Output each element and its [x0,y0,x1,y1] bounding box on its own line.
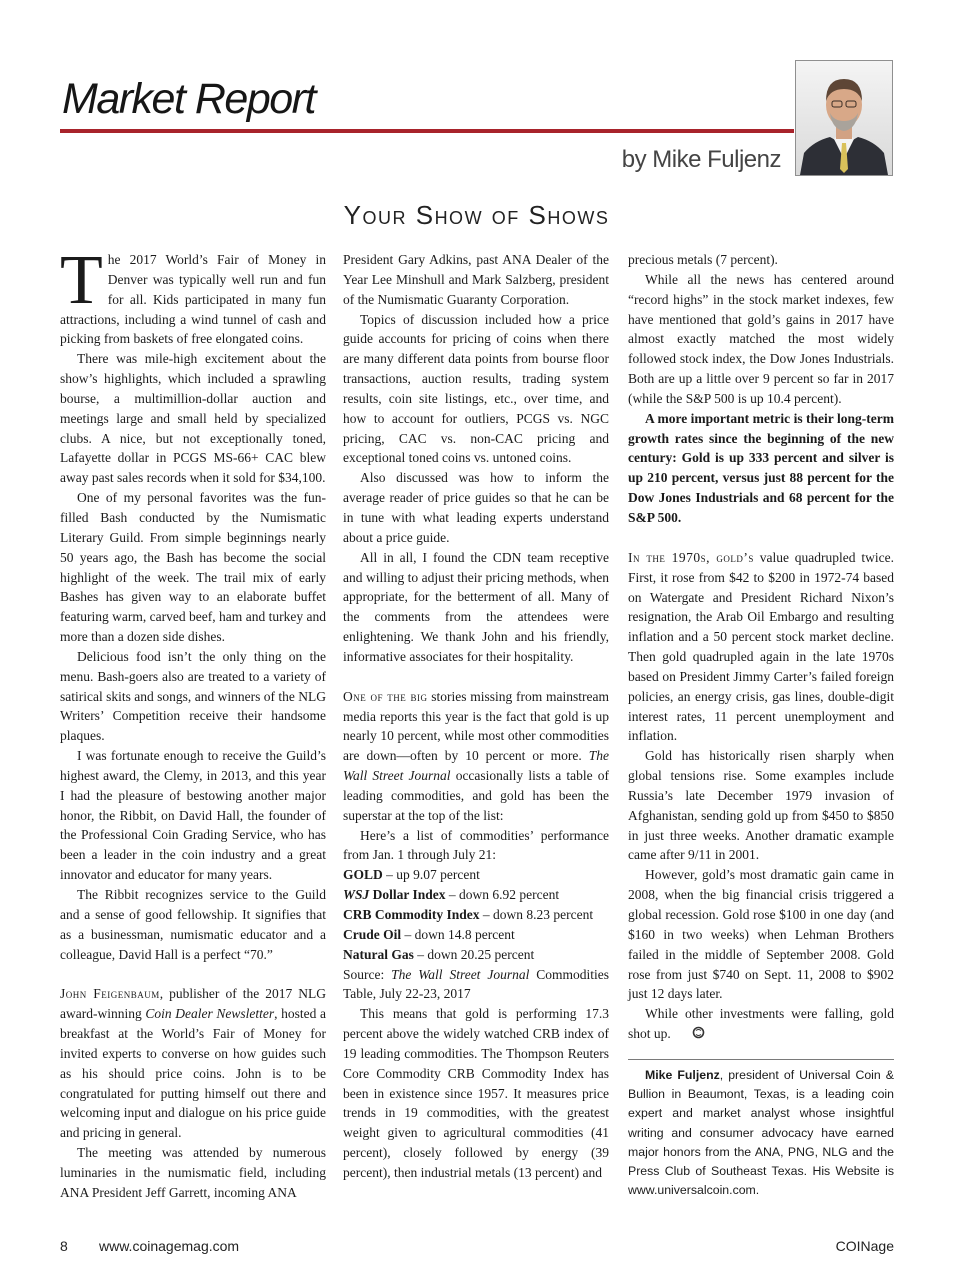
paragraph: While other investments were falling, gold shot up. [628,1004,894,1045]
author-byline: by Mike Fuljenz [621,146,781,173]
section-lead-in: John Feigenbaum [60,986,160,1002]
bio-author-name: Mike Fuljenz [645,1067,720,1082]
article-column-2 [343,250,609,1183]
paragraph: While all the news has centered around “record highs” in the stock market indexes, few have mentioned that gold’s gains in 2017 have almost exactly matched the most widely followed stock index, the Dow Jones Industrials. Both are up a little over 9 percent so far in 2017 (while the S&P 500 is up 10.4 percent). [628,271,894,406]
paragraph: This means that gold is performing 17.3 percent above the widely watched CRB index of 19 leading commodities. The Thompson Reuters Core Commodity CRB Commodity Index has been in existence since 1957. It measures price trends in 19 commodities, with the greatest weight given to agricultural commodities (41 percent), closely followed by energy (39 percent), then industrial metals (13 percent) and [343,1006,609,1180]
end-of-article-icon [675,1025,705,1045]
section-title: Market Report [62,75,315,123]
article-column-1 [60,242,326,1203]
paragraph: However, gold’s most dramatic gain came in 2008, when the big financial crisis triggered a global recession. Gold rose $100 in one day (and $160 in two weeks) when Lehman Brothers failed in the middle of September 2008. Gold rose from just $740 on Sept. 11, 2008 to $902 just 12 days later. [628,867,894,1002]
paragraph: John Feigenbaum, publisher of the 2017 NLG award-winning Coin Dealer Newsletter, hosted a breakfast at the World’s Fair of Money for invited experts to converse on how guides such as his should price coins. John is to be congratulated for putting himself out there and welcoming input and dialogue on his price guide and pricing in general. [60,986,326,1141]
paragraph: precious metals (7 percent). [628,252,778,267]
author-bio: Mike Fuljenz, president of Universal Coin & Bullion in Beaumont, Texas, is a leading coin expert and market analyst whose insightful writing and consumer advocacy have earned major honors from the ANA, PNG, NLG and the Press Club of Southeast Texas. His Website is www.universalcoin.com. [628,1067,895,1198]
paragraph: Here’s a list of commodities’ performance from Jan. 1 through July 21: [343,827,609,863]
commodity-list-item: Crude Oil – down 14.8 percent [343,926,515,942]
author-portrait-image [796,61,892,175]
paragraph: I was fortunate enough to receive the Guild’s highest award, the Clemy, in 2013, and this year I had the pleasure of bestowing another major honor, the Ribbit, on David Hall, the founder of the Professional Coin Grading Service, who has been a leader in the coin industry and a great innovator and educator for many years. [60,748,326,883]
commodity-list-item: GOLD – up 9.07 percent [343,867,480,883]
paragraph: The meeting was attended by numerous luminaries in the numismatic field, including ANA President Jeff Garrett, incoming ANA [60,1145,326,1200]
bio-divider [628,1059,894,1060]
commodity-list-item: CRB Commodity Index – down 8.23 percent [343,907,594,922]
paragraph: There was mile-high excitement about the show’s highlights, which included a sprawling bourse, a multimillion-dollar auction and meetings large and small held by specialized clubs. A nice, but not exceptionally toned, Lafayette dollar in PCGS MS-66+ CAC blew away past sales records when it sold for $34,100. [60,351,326,486]
paragraph: In the 1970s, gold’s value quadrupled twice. First, it rose from $42 to $200 in 1972-74 based on Watergate and President Richard Nixon’s resignation, the Arab Oil Embargo and resulting inflation and a 50 percent stock market decline. Then gold quadrupled again in the late 1970s based on President Jimmy Carter’s failed foreign policies, an energy crisis, gas lines, double-digit interest rates, 11 percent unemployment and inflation. [628,549,894,744]
paragraph: Gold has historically risen sharply when global tensions rise. Some examples include Russia’s late December 1979 invasion of Afghanistan, sending gold up from $450 to $850 in just three weeks. Another dramatic example came after 9/11 in 2001. [628,748,894,863]
paragraph: The Ribbit recognizes service to the Guild and a sense of good fellowship. It signifies that as a businessman, numismatic educator and a colleague, David Hall is a perfect “70.” [60,887,326,962]
paragraph: Also discussed was how to inform the average reader of price guides so that he can be in tune with what leading experts understand about a price guide. [343,470,609,545]
article-column-3 [628,250,894,1200]
drop-cap: T [60,242,103,319]
header-divider [60,129,794,133]
footer-magazine-name: COINage [835,1238,894,1254]
commodity-list-item: Natural Gas – down 20.25 percent [343,946,535,962]
author-photo [795,60,893,176]
section-lead-in: In the 1970s, gold’s [628,549,754,565]
paragraph: The 2017 World’s Fair of Money in Denver was typically well run and fun for all. Kids participated in many fun attractions, including a wind tunnel of cash and picking from baskets of free elongated coins. [60,242,326,347]
article-title: Your Show of Shows [343,200,610,230]
paragraph: Delicious food isn’t the only thing on the menu. Bash-goers also are treated to a variety of satirical skits and songs, and winners of the NLG Writers’ Competition receive their handsome plaques. [60,648,326,744]
commodity-list-item: WSJ Dollar Index – down 6.92 percent [343,887,560,903]
paragraph: Topics of discussion included how a price guide accounts for pricing of coins when there are many different data points from bourse floor transactions, auction results, trading system results, coin site listings, etc., over time, and how to account for outliers, PCGS vs. NGC pricing, CAC vs. non-CAC pricing and exceptional toned coins vs. untoned coins. [343,311,609,466]
paragraph: One of the big stories missing from mainstream media reports this year is the fact that gold is up nearly 10 percent, while most other commodities are down—often by 10 percent or more. The Wall Street Journal occasionally lists a table of leading commodities, and gold has been the superstar at the top of the list: [343,688,610,823]
paragraph: All in all, I found the CDN team receptive and willing to adjust their pricing methods, when appropriate, for the betterment of all. Many of the comments from the attendees were enlightening. We thank John and his friendly, informative associates for their hospitality. [343,549,609,664]
highlight-paragraph: A more important metric is their long-term growth rates since the beginning of the new century: Gold is up 333 percent and silver is up 210 percent, versus just 88 percent for the Dow Jones Industrials and 68 percent for the S&P 500. [628,410,894,525]
source-citation: Source: The Wall Street Journal Commodities Table, July 22-23, 2017 [343,966,609,1002]
section-lead-in: One of the big [343,688,428,704]
footer-website: www.coinagemag.com [99,1238,240,1254]
paragraph: One of my personal favorites was the fun-filled Bash conducted by the Numismatic Literary Guild. From simple beginnings nearly 50 years ago, the Bash has become the social highlight of the week. The trail mix of early Bashes has given way to an elaborate buffet featuring warm, carved beef, ham and turkey and more than a dozen side dishes. [60,490,326,645]
paragraph: President Gary Adkins, past ANA Dealer of the Year Lee Minshull and Mark Salzberg, president of the Numismatic Guaranty Corporation. [343,252,609,307]
page-number: 8 [60,1238,68,1254]
